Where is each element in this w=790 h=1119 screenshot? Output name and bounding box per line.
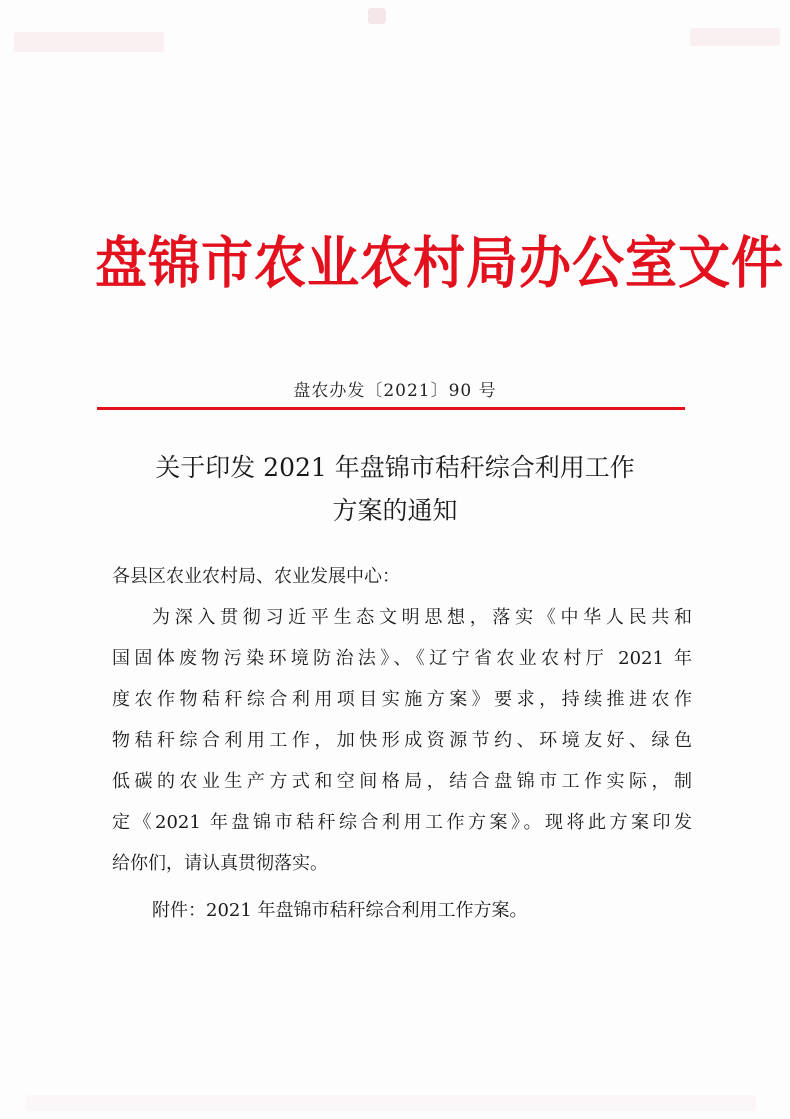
scan-artifact <box>26 1095 756 1111</box>
body-line: 低碳的农业生产方式和空间格局，结合盘锦市工作实际，制 <box>112 771 692 792</box>
body-line: 定《2021 年盘锦市秸秆综合利用工作方案》。现将此方案印发 <box>112 812 692 833</box>
body-line: 为深入贯彻习近平生态文明思想，落实《中华人民共和 <box>152 607 692 628</box>
attachment-note: 附件：2021 年盘锦市秸秆综合利用工作方案。 <box>152 900 528 921</box>
title-line: 方案的通知 <box>332 496 458 525</box>
scan-artifact <box>368 8 386 24</box>
body-line: 物秸秆综合利用工作，加快形成资源节约、环境友好、绿色 <box>112 730 692 751</box>
document-number: 盘农办发〔2021〕90 号 <box>293 381 497 401</box>
scan-artifact <box>690 28 780 46</box>
body-paragraph <box>112 597 692 884</box>
scan-artifact <box>14 32 164 52</box>
header-divider <box>97 407 685 410</box>
addressee: 各县区农业农村局、农业发展中心： <box>112 566 400 587</box>
body-line: 国固体废物污染环境防治法》、《辽宁省农业农村厅 2021 年 <box>112 648 692 669</box>
document-header: 盘锦市农业农村局办公室文件 <box>95 231 785 297</box>
body-line: 度农作物秸秆综合利用项目实施方案》要求，持续推进农作 <box>112 689 692 710</box>
title-line: 关于印发 2021 年盘锦市秸秆综合利用工作 <box>155 453 635 482</box>
body-line: 给你们，请认真贯彻落实。 <box>112 853 328 874</box>
document-title <box>80 446 710 532</box>
